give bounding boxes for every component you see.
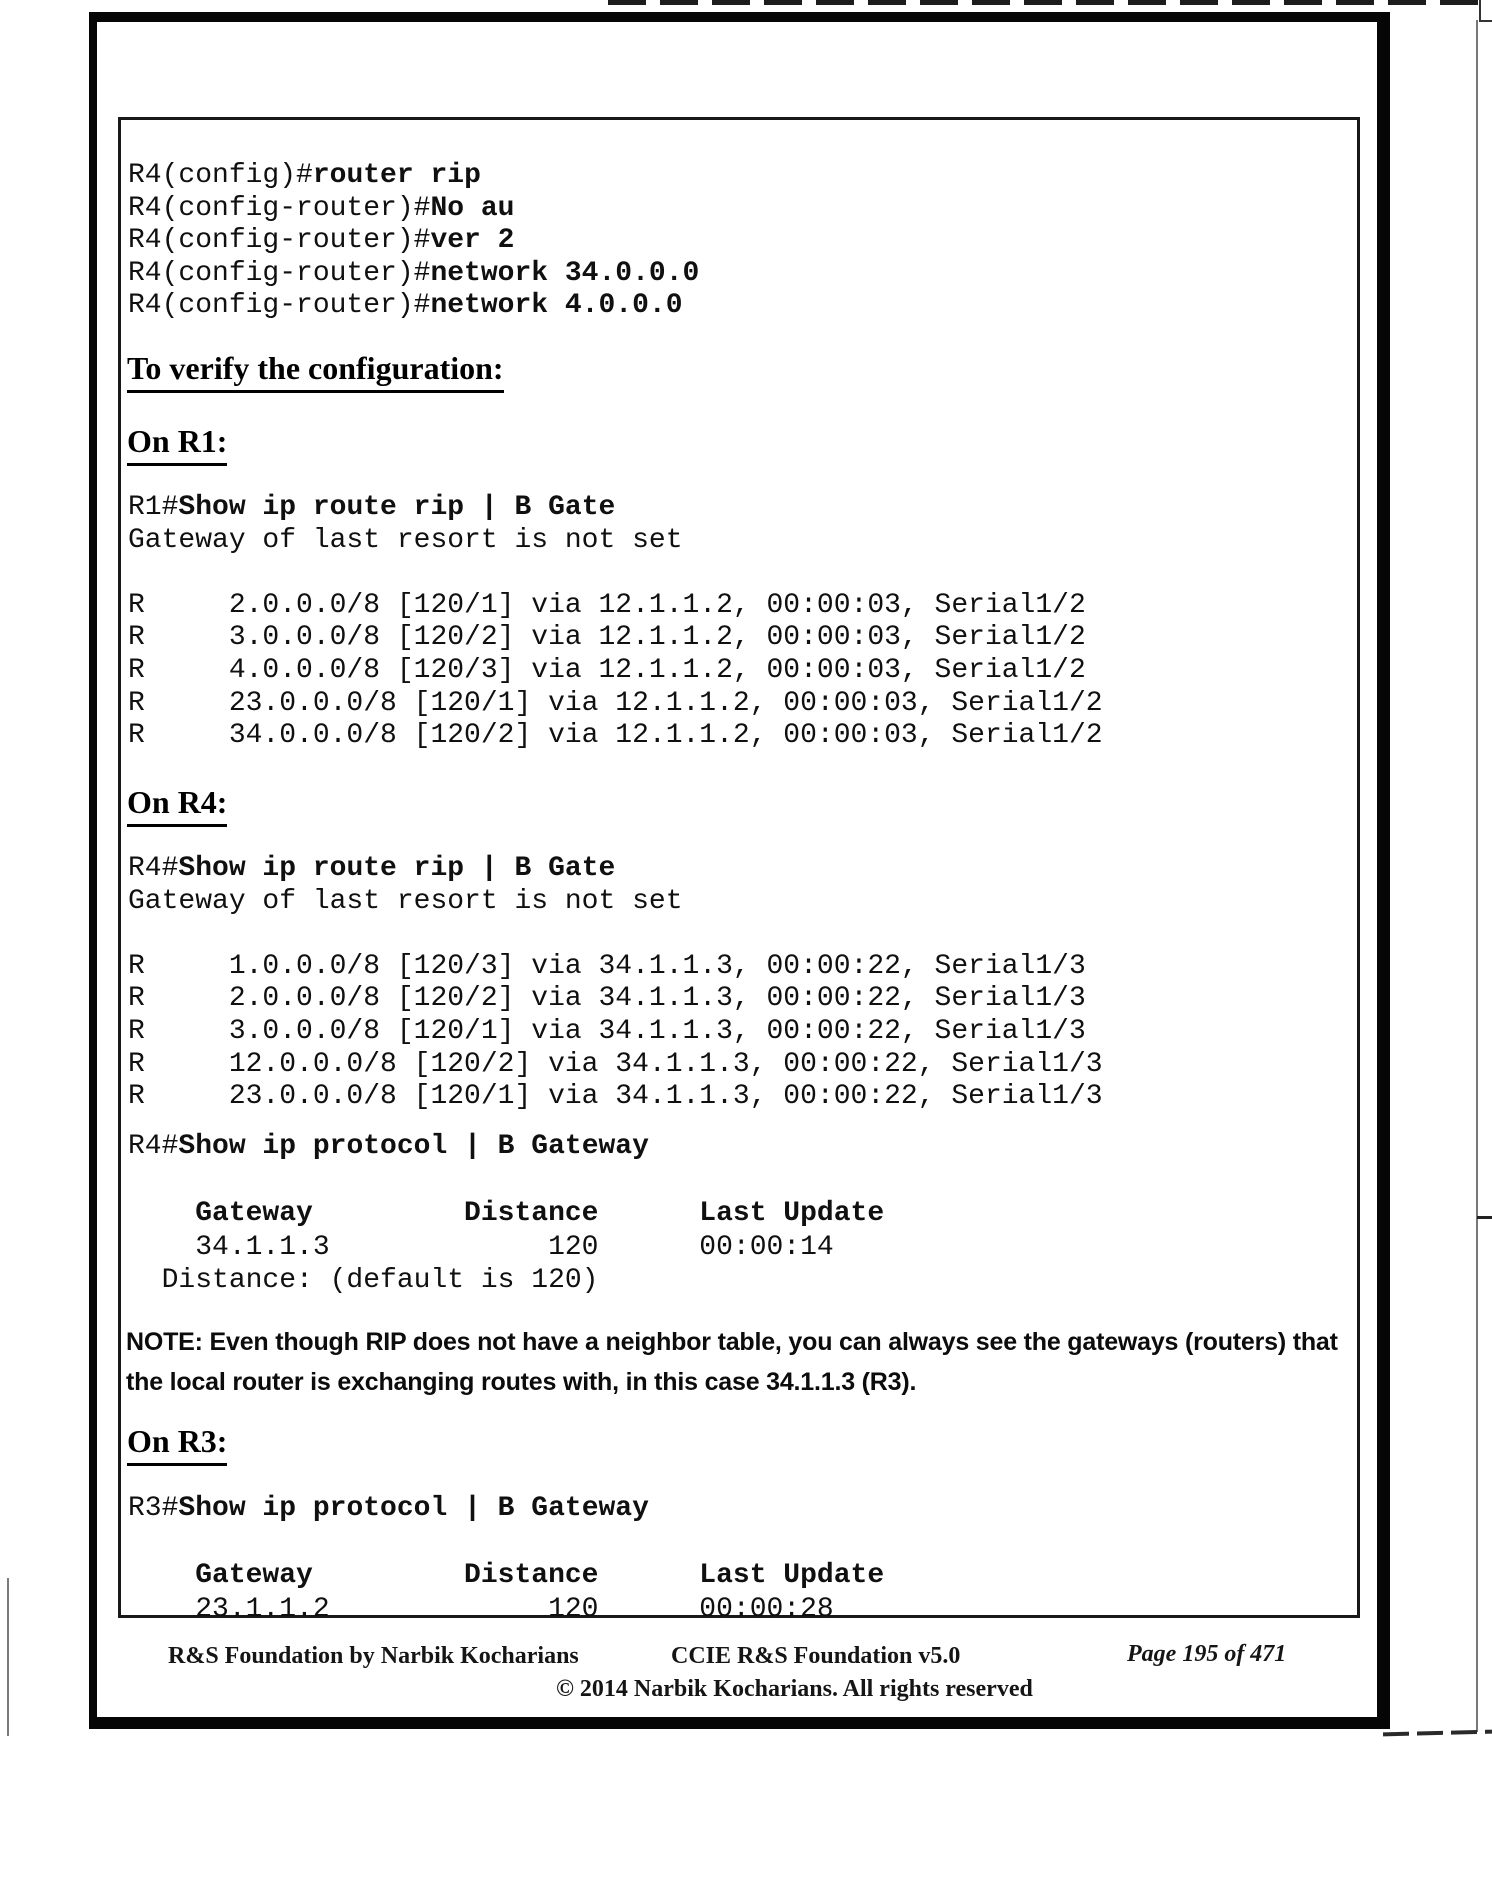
scan-left-margin-line — [7, 1578, 9, 1736]
verify-heading: To verify the configuration: — [127, 350, 504, 393]
blank-line — [128, 1164, 884, 1198]
scan-right-margin-line — [1476, 20, 1478, 1732]
route-entry: R 2.0.0.0/8 [120/1] via 12.1.1.2, 00:00:03, Serial1/2 — [128, 589, 1086, 621]
gateway-table-row: 34.1.1.3 120 00:00:14 — [128, 1231, 834, 1263]
route-entry: R 3.0.0.0/8 [120/1] via 34.1.1.3, 00:00:22, Serial1/3 — [128, 1015, 1086, 1047]
route-entry: R 4.0.0.0/8 [120/3] via 12.1.1.2, 00:00:03, Serial1/2 — [128, 654, 1086, 686]
blank-line — [128, 557, 1103, 590]
route-entry: R 12.0.0.0/8 [120/2] via 34.1.1.3, 00:00:22, Serial1/3 — [128, 1048, 1103, 1080]
config-line — [128, 290, 699, 323]
cli-command-line — [128, 853, 1103, 886]
cli-command: Show ip route rip | B Gate — [178, 492, 616, 523]
gateway-table-row: 23.1.1.2 120 00:00:28 — [128, 1593, 834, 1625]
route-entry: R 34.0.0.0/8 [120/2] via 12.1.1.2, 00:00:03, Serial1/2 — [128, 720, 1103, 752]
cli-prompt: R3# — [128, 1493, 179, 1524]
cli-prompt: R1# — [128, 492, 179, 523]
output-line: Gateway of last resort is not set — [128, 885, 683, 917]
section-heading-r4: On R4: — [127, 784, 227, 827]
output-line: Distance: (default is 120) — [128, 1265, 599, 1296]
scan-right-margin-tick — [1477, 1216, 1492, 1219]
router-config-block — [128, 160, 699, 323]
route-entry: R 23.0.0.0/8 [120/1] via 34.1.1.3, 00:00:22, Serial1/3 — [128, 1081, 1103, 1113]
note-line: the local router is exchanging routes with, in this case 34.1.1.3 (R3). — [126, 1368, 917, 1396]
section-heading-r1: On R1: — [127, 423, 227, 466]
cli-prompt: R4(config-router)# — [128, 257, 431, 289]
cli-command: network 4.0.0.0 — [430, 290, 683, 322]
scan-corner-bracket-horizontal — [1479, 20, 1492, 22]
cli-prompt: R4# — [128, 853, 179, 884]
config-line — [128, 225, 699, 258]
footer-page-number: Page 195 of 471 — [1127, 1641, 1287, 1667]
route-entry: R 23.0.0.0/8 [120/1] via 12.1.1.2, 00:00:03, Serial1/2 — [128, 687, 1103, 719]
gateway-table-header: Gateway Distance Last Update — [128, 1560, 885, 1591]
note-paragraph — [126, 1322, 1338, 1402]
blank-line — [128, 1526, 884, 1560]
cli-command: Show ip route rip | B Gate — [178, 853, 616, 884]
config-line — [128, 193, 699, 226]
cli-prompt: R4(config-router)# — [128, 225, 431, 257]
config-line — [128, 160, 699, 193]
cli-prompt: R4# — [128, 1131, 179, 1162]
cli-command: Show ip protocol | B Gateway — [178, 1493, 649, 1524]
cli-prompt: R4(config-router)# — [128, 192, 431, 224]
route-entry: R 3.0.0.0/8 [120/2] via 12.1.1.2, 00:00:03, Serial1/2 — [128, 622, 1086, 654]
route-entry: R 1.0.0.0/8 [120/3] via 34.1.1.3, 00:00:22, Serial1/3 — [128, 950, 1086, 982]
cli-command: network 34.0.0.0 — [430, 257, 700, 289]
cli-command: router rip — [312, 160, 481, 191]
scan-top-dashed-line — [608, 0, 1492, 5]
footer-copyright: © 2014 Narbik Kocharians. All rights reserved — [556, 1676, 1033, 1702]
cli-command-line — [128, 492, 1103, 525]
r4-console-output — [128, 853, 1103, 1114]
scan-corner-bracket-vertical — [1479, 0, 1481, 22]
gateway-table-header: Gateway Distance Last Update — [128, 1198, 885, 1229]
footer-author: R&S Foundation by Narbik Kocharians — [168, 1643, 579, 1669]
config-line — [128, 258, 699, 291]
scan-bottom-right-dashes — [1383, 1730, 1492, 1737]
cli-prompt: R4(config)# — [128, 160, 313, 191]
footer-title: CCIE R&S Foundation v5.0 — [671, 1643, 961, 1669]
section-heading-r3: On R3: — [127, 1423, 227, 1466]
cli-prompt: R4(config-router)# — [128, 290, 431, 322]
blank-line — [128, 918, 1103, 951]
r4-protocol-output — [128, 1130, 884, 1298]
output-line: Gateway of last resort is not set — [128, 524, 683, 556]
cli-command: ver 2 — [430, 225, 515, 257]
r3-protocol-output — [128, 1492, 884, 1626]
cli-command-line — [128, 1130, 884, 1164]
note-line: NOTE: Even though RIP does not have a neighbor table, you can always see the gateways (routers) that — [126, 1328, 1338, 1356]
cli-command: Show ip protocol | B Gateway — [178, 1131, 649, 1162]
cli-command-line — [128, 1492, 884, 1526]
route-entry: R 2.0.0.0/8 [120/2] via 34.1.1.3, 00:00:22, Serial1/3 — [128, 983, 1086, 1015]
r1-console-output — [128, 492, 1103, 753]
cli-command: No au — [430, 192, 515, 224]
